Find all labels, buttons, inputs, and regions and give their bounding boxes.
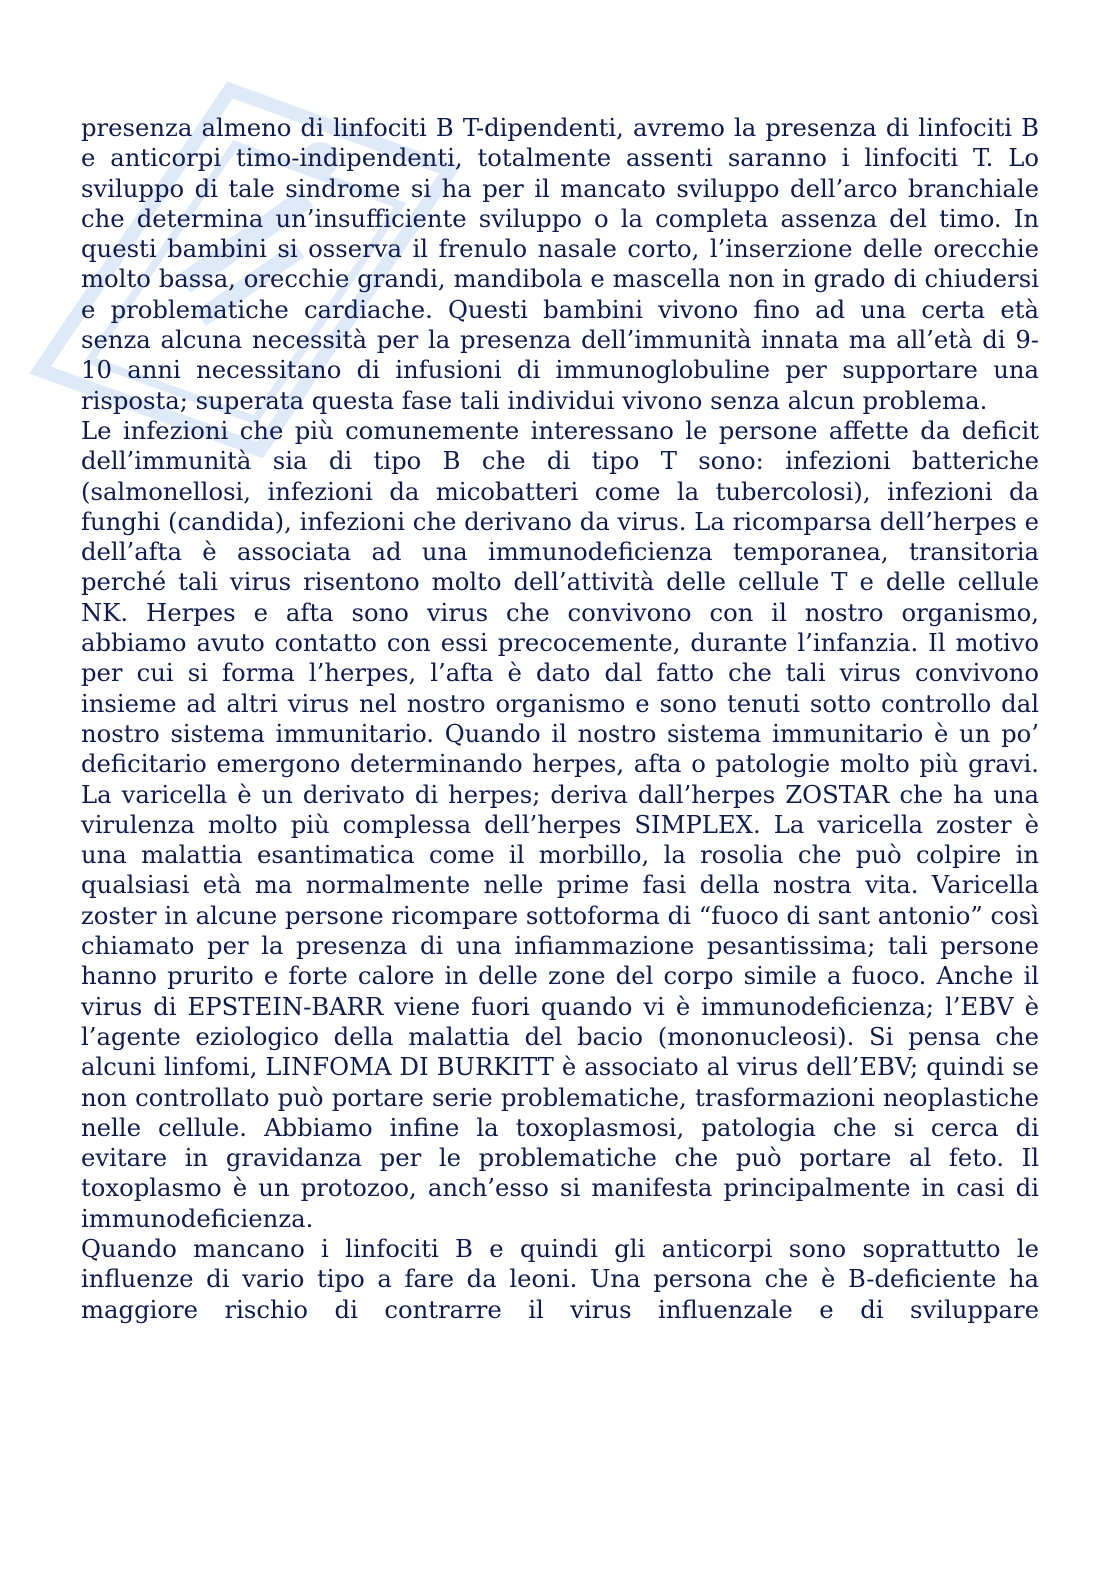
paragraph: Le infezioni che più comunemente interessano le persone affette da deficit dell’immunità sia di tipo B che di tipo T sono: infezioni batteriche (salmonellosi, infezioni da micobatteri come la tubercolosi), infezioni da funghi (candida), infezioni che derivano da virus. La ricomparsa dell’herpes e dell’afta è associata ad una immunodeficienza temporanea, transitoria perché tali virus risentono molto dell’attività delle cellule T e delle cellule NK. Herpes e afta sono virus che convivono con il nostro organismo, abbiamo avuto contatto con essi precocemente, durante l’infanzia. Il motivo per cui si forma l’herpes, l’afta è dato dal fatto che tali virus convivono insieme ad altri virus nel nostro organismo e sono tenuti sotto controllo dal nostro sistema immunitario. Quando il nostro sistema immunitario è un po’ deficitario emergono determinando herpes, afta o patologie molto più gravi. La varicella è un derivato di herpes; deriva dall’herpes ZOSTAR che ha una virulenza molto più complessa dell’herpes SIMPLEX. La varicella zoster è una malattia esantimatica come il morbillo, la rosolia che può colpire in qualsiasi età ma normalmente nelle prime fasi della nostra vita. Varicella zoster in alcune persone ricompare sottoforma di “fuoco di sant antonio” così chiamato per la presenza di una infiammazione pesantissima; tali persone hanno prurito e forte calore in delle zone del corpo simile a fuoco. Anche il virus di EPSTEIN-BARR viene fuori quando vi è immunodeficienza; l’EBV è l’agente eziologico della malattia del bacio (mononucleosi). Si pensa che alcuni linfomi, LINFOMA DI BURKITT è associato al virus dell’EBV; quindi se non controllato può portare serie problematiche, trasformazioni neoplastiche nelle cellule. Abbiamo infine la toxoplasmosi, patologia che si cerca di evitare in gravidanza per le problematiche che può portare al feto. Il toxoplasmo è un protozoo, anch’esso si manifesta principalmente in casi di immunodeficienza. <box>81 415 1039 1233</box>
paragraph: Quando mancano i linfociti B e quindi gli anticorpi sono soprattutto le influenze di vario tipo a fare da leoni. Una persona che è B-deficiente ha maggiore rischio di contrarre il virus influenzale e di sviluppare <box>81 1233 1039 1324</box>
paragraph: presenza almeno di linfociti B T-dipendenti, avremo la presenza di linfociti B e anticorpi timo-indipendenti, totalmente assenti saranno i linfociti T. Lo sviluppo di tale sindrome si ha per il mancato sviluppo dell’arco branchiale che determina un’insufficiente sviluppo o la completa assenza del timo. In questi bambini si osserva il frenulo nasale corto, l’inserzione delle orecchie molto bassa, orecchie grandi, mandibola e mascella non in grado di chiudersi e problematiche cardiache. Questi bambini vivono fino ad una certa età senza alcuna necessità per la presenza dell’immunità innata ma all’età di 9-10 anni necessitano di infusioni di immunoglobuline per supportare una risposta; superata questa fase tali individui vivono senza alcun problema. <box>81 113 1039 415</box>
document-page <box>81 113 1039 1325</box>
